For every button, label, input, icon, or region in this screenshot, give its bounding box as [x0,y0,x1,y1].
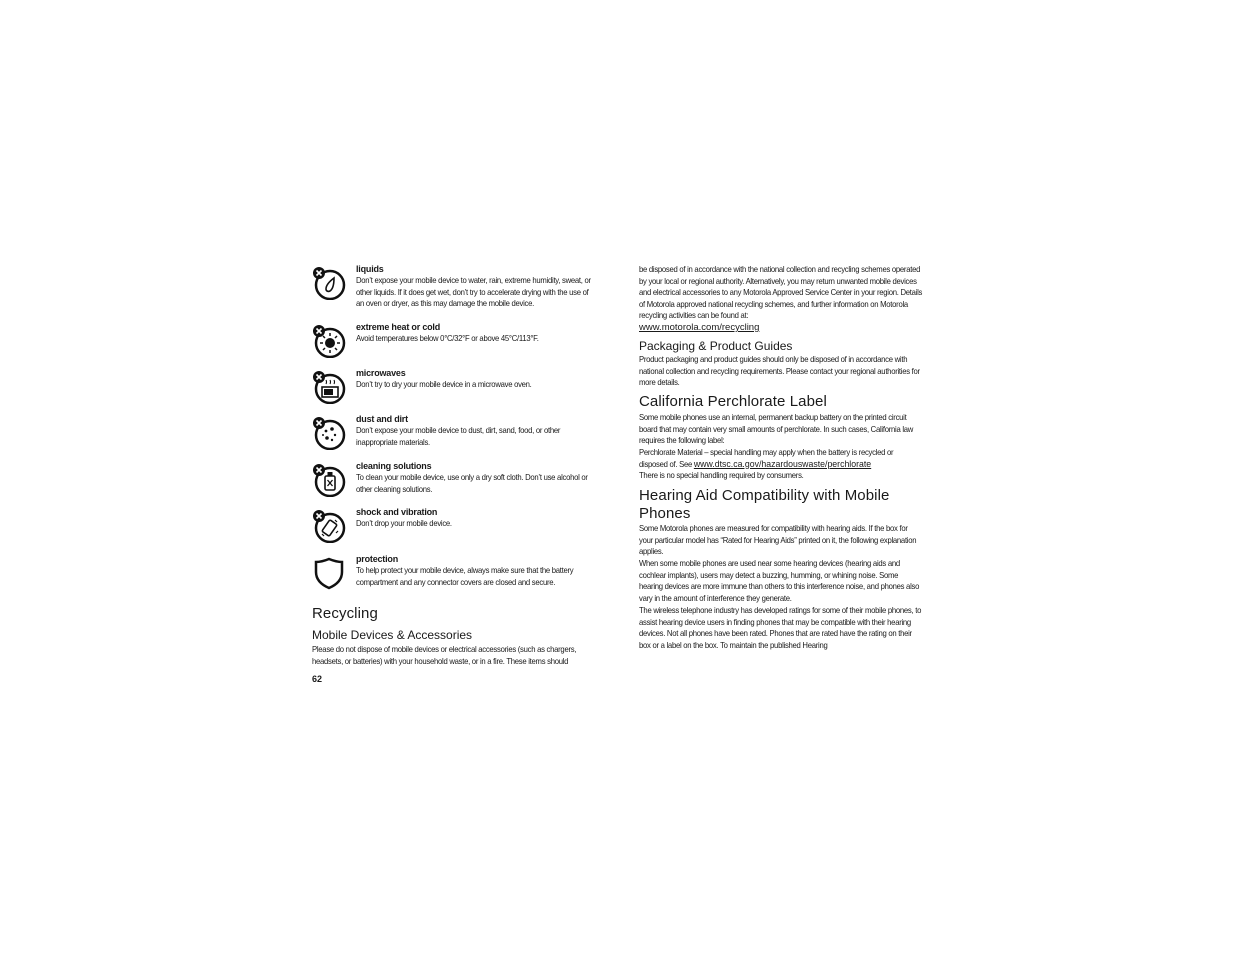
warning-microwaves [312,368,616,404]
perchlorate-body-3: There is no special handling required by consumers. [639,470,804,480]
perchlorate-heading: California Perchlorate Label [639,393,827,410]
warning-title: cleaning solutions [356,461,432,471]
packaging-heading: Packaging & Product Guides [639,339,793,353]
warning-body: Avoid temperatures below 0°C/32°F or above 45°C/113°F. [356,333,539,343]
mobile-devices-body: Please do not dispose of mobile devices or electrical accessories (such as chargers, headsets, or batteries) with your household waste, or in a fire. These items should [312,644,577,666]
warning-body: Don’t try to dry your mobile device in a microwave oven. [356,379,532,389]
warning-cleaning-solutions [312,461,616,497]
warning-title: shock and vibration [356,507,438,517]
hearing-aid-heading [639,487,889,523]
hearing-aid-body-1: Some Motorola phones are measured for compatibility with hearing aids. If the box for your particular model has “Rated for Hearing Aids” printed on it, the following explanation applies. [639,523,917,557]
warning-liquids [312,264,616,310]
packaging-body: Product packaging and product guides should only be disposed of in accordance with national collection and recycling requirements. Please contact your regional authorities for more details. [639,354,920,388]
liquid-drop-icon [312,266,346,300]
perchlorate-link[interactable]: www.dtsc.ca.gov/hazardouswaste/perchlorate [693,458,872,470]
warning-title: microwaves [356,368,406,378]
warning-title: extreme heat or cold [356,322,441,332]
warning-title: liquids [356,264,384,274]
hearing-aid-heading-line-2: Phones [639,505,691,522]
page-number: 62 [312,674,323,684]
warning-body: Don’t expose your mobile device to water, rain, extreme humidity, sweat, or other liquids. If it does get wet, don’t try to accelerate drying with the use of an oven or dryer, as this may damage the mobile device. [356,275,591,308]
heat-cold-icon [312,324,346,358]
recycling-link[interactable]: www.motorola.com/recycling [639,322,760,333]
hearing-aid-body-2: When some mobile phones are used near some hearing devices (hearing aids and cochlear implants), users may detect a buzzing, humming, or whining noise. Some hearing devices are more immune than others to this interference noise, and phones also vary in the amount of interference they generate. [639,558,920,603]
recycling-heading: Recycling [312,605,378,622]
microwave-icon [312,370,346,404]
warning-body: Don’t expose your mobile device to dust, dirt, sand, food, or other inappropriate materials. [356,425,561,447]
perchlorate-body-2 [639,447,922,471]
mobile-devices-heading: Mobile Devices & Accessories [312,628,473,642]
warning-dust-dirt [312,414,616,450]
mobile-devices-body-continued: be disposed of in accordance with the national collection and recycling schemes operated by your local or regional authority. Alternatively, you may return unwanted mobile devices and electrical accessories to any Motorola Approved Service Center in your region. Details of Motorola approved national recycling schemes, and further information on Motorola recycling activities can be found at: [639,264,923,321]
warning-body: To help protect your mobile device, always make sure that the battery compartment and any connector covers are closed and secure. [356,565,574,587]
warning-heat-cold [312,322,616,358]
warning-body: Don’t drop your mobile device. [356,518,452,528]
perchlorate-body-1: Some mobile phones use an internal, permanent backup battery on the printed circuit board that may contain very small amounts of perchlorate. In such cases, California law requires the following label: [639,412,914,446]
cleaning-solution-icon [312,463,346,497]
warning-shock-vibration [312,507,616,543]
perchlorate-body-2-wrapper [639,447,929,471]
warning-protection [312,554,616,590]
dust-dirt-icon [312,416,346,450]
hearing-aid-body-3: The wireless telephone industry has developed ratings for some of their mobile phones, to assist hearing device users in finding phones that may be compatible with their hearing devices. Not all phones have been rated. Phones that are rated have the rating on their box or a label on the box. To maintain the published Hearing [639,605,922,650]
warning-title: protection [356,554,398,564]
shield-icon [312,556,346,590]
perchlorate-body-2-text: Perchlorate Material – special handling may apply when the battery is recycled or disposed of. See [639,447,894,469]
warning-body: To clean your mobile device, use only a dry soft cloth. Don’t use alcohol or other cleaning solutions. [356,472,588,494]
warning-title: dust and dirt [356,414,408,424]
shock-vibration-icon [312,509,346,543]
hearing-aid-heading-line-1: Hearing Aid Compatibility with Mobile [639,487,890,504]
